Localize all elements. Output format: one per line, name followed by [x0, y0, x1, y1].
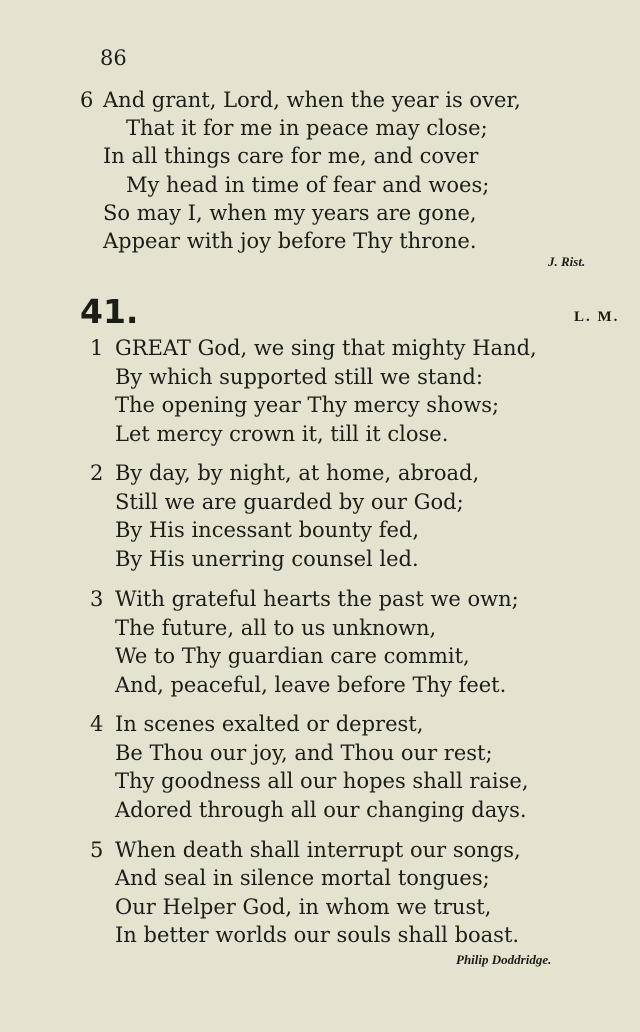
- verse-line: With grateful hearts the past we own;: [115, 587, 519, 611]
- verse-line: Adored through all our changing days.: [115, 798, 527, 822]
- stanza-number: 4: [90, 712, 104, 736]
- page-number: 86: [100, 46, 127, 70]
- verse-line: And seal in silence mortal tongues;: [115, 866, 490, 890]
- verse-line: And grant, Lord, when the year is over,: [103, 88, 521, 112]
- verse-line: By which supported still we stand:: [115, 365, 483, 389]
- verse-line: That it for me in peace may close;: [126, 116, 488, 140]
- verse-line: Still we are guarded by our God;: [115, 490, 464, 514]
- verse-line: And, peaceful, leave before Thy feet.: [115, 673, 507, 697]
- verse-line: Our Helper God, in whom we trust,: [115, 895, 492, 919]
- verse-line: My head in time of fear and woes;: [126, 173, 490, 197]
- verse-line: GREAT God, we sing that mighty Hand,: [115, 336, 537, 360]
- hymn-number: 41.: [80, 292, 139, 331]
- verse-line: We to Thy guardian care commit,: [115, 644, 470, 668]
- verse-line: Be Thou our joy, and Thou our rest;: [115, 741, 493, 765]
- verse-line: By His unerring counsel led.: [115, 547, 419, 571]
- verse-line: Let mercy crown it, till it close.: [115, 422, 449, 446]
- stanza-number: 2: [90, 461, 104, 485]
- stanza-number: 6: [80, 88, 94, 112]
- meter-label: L. M.: [574, 309, 620, 325]
- verse-line: By His incessant bounty fed,: [115, 518, 420, 542]
- verse-line: Thy goodness all our hopes shall raise,: [115, 769, 529, 793]
- verse-line: The opening year Thy mercy shows;: [115, 393, 500, 417]
- verse-line: When death shall interrupt our songs,: [115, 838, 521, 862]
- verse-line: In all things care for me, and cover: [103, 144, 479, 168]
- author-attribution: Philip Doddridge.: [456, 952, 552, 967]
- verse-line: By day, by night, at home, abroad,: [115, 461, 480, 485]
- author-attribution: J. Rist.: [548, 254, 586, 269]
- verse-line: In scenes exalted or deprest,: [115, 712, 424, 736]
- stanza-number: 3: [90, 587, 104, 611]
- verse-line: The future, all to us unknown,: [115, 616, 437, 640]
- verse-line: So may I, when my years are gone,: [103, 201, 477, 225]
- stanza-number: 5: [90, 838, 104, 862]
- stanza-number: 1: [90, 336, 104, 360]
- verse-line: In better worlds our souls shall boast.: [115, 923, 520, 947]
- verse-line: Appear with joy before Thy throne.: [103, 229, 477, 253]
